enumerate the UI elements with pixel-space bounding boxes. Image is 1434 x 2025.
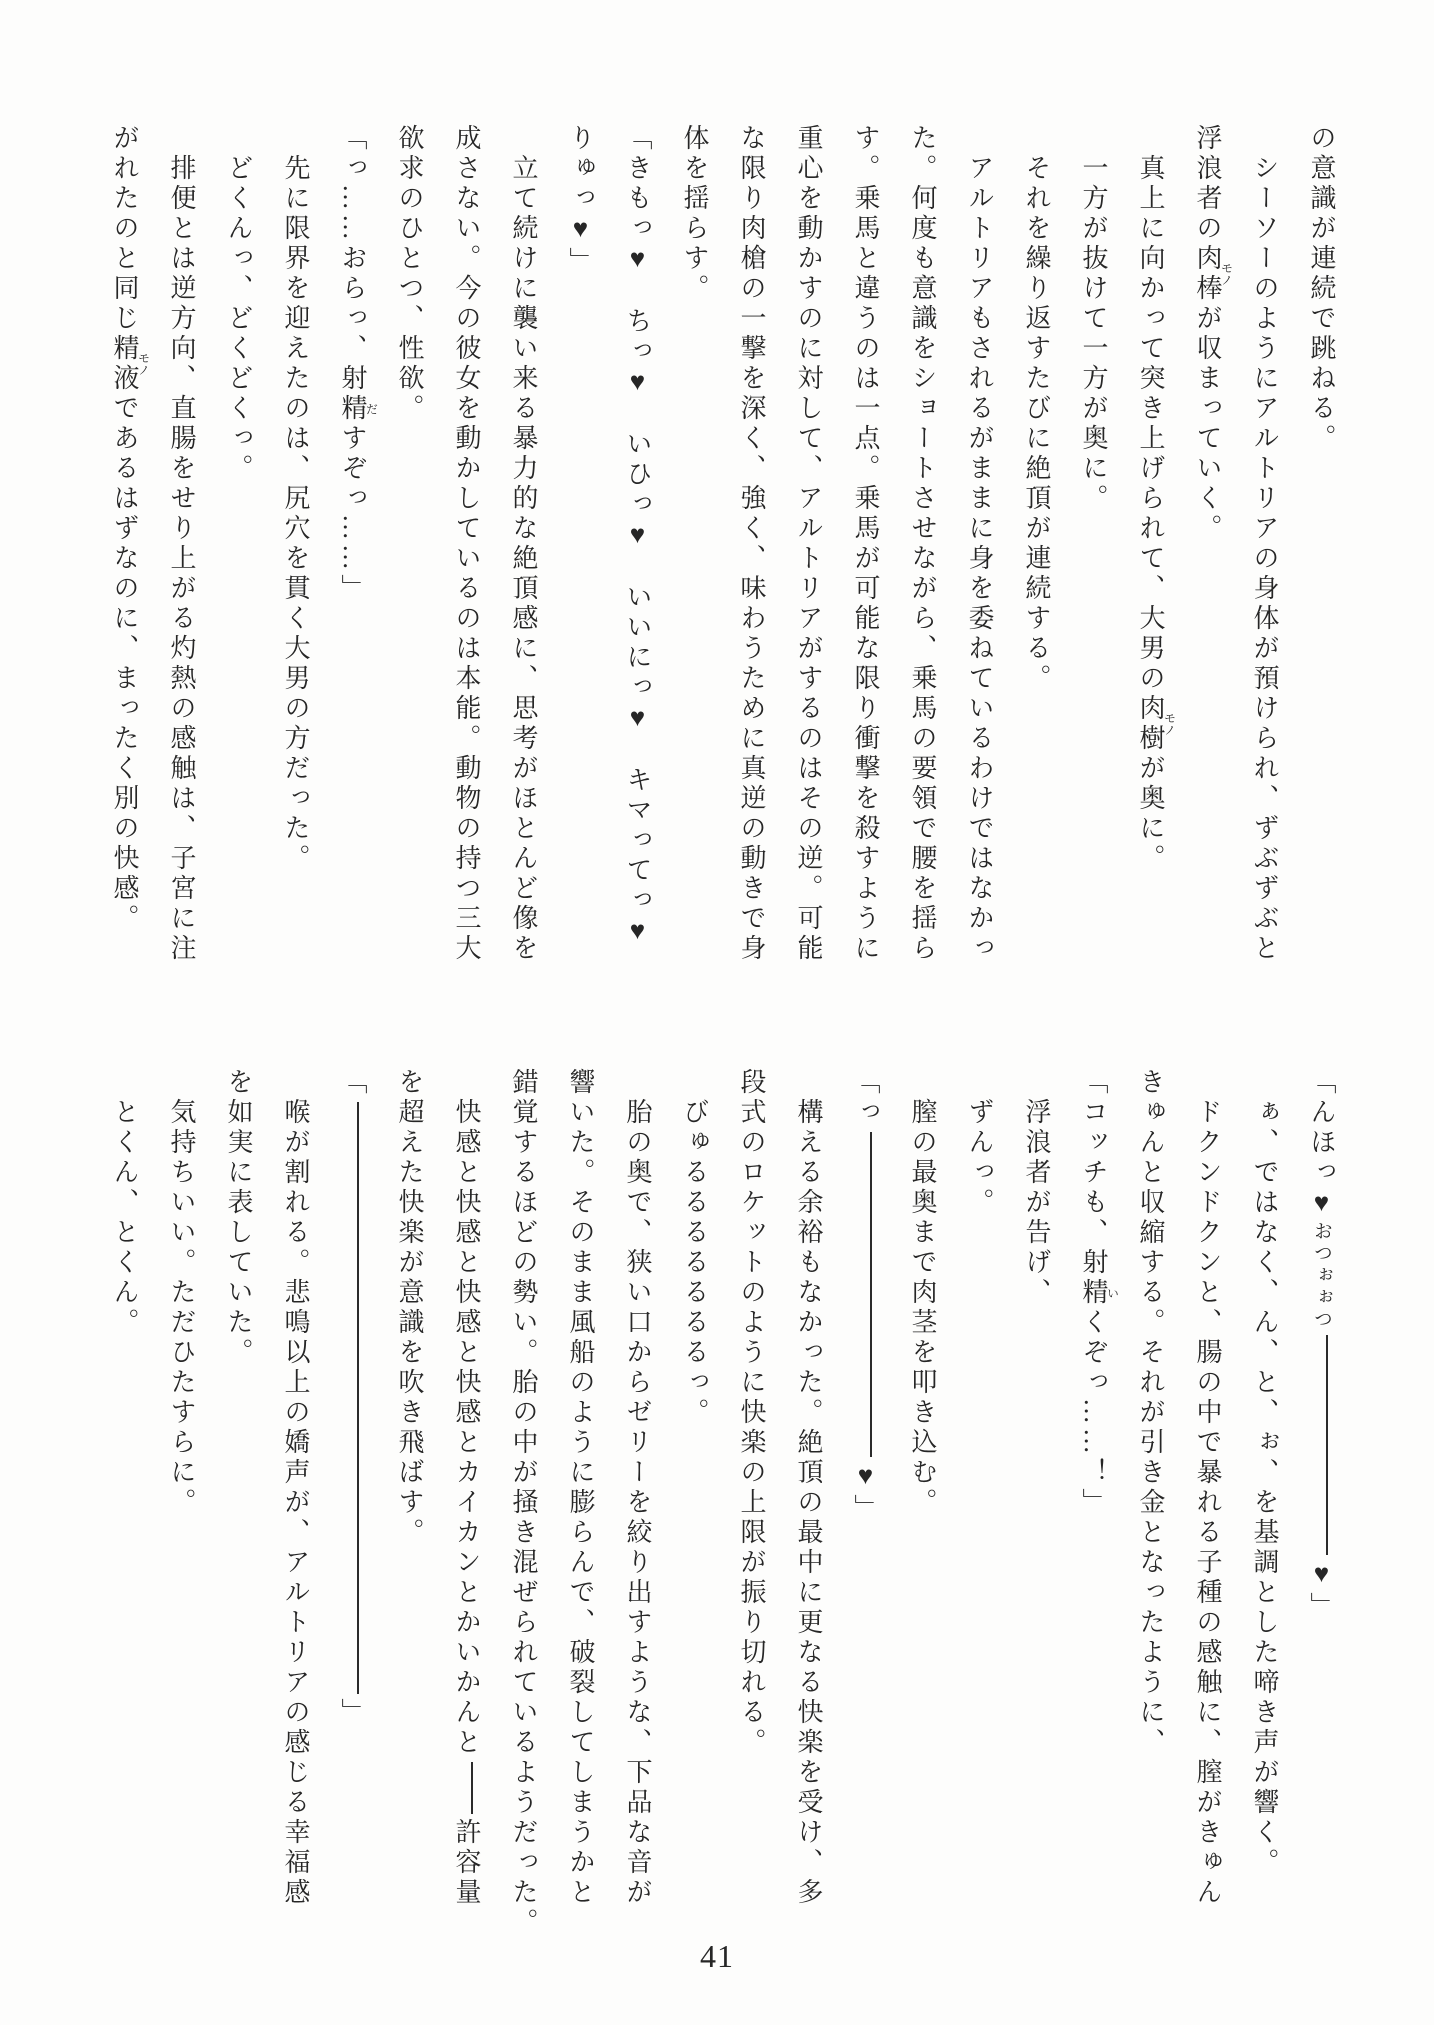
text-column: 一方が抜けて一方が奥に。 [1079, 154, 1108, 514]
text-column: 膣の最奥まで肉茎を叩き込む。 [908, 1098, 937, 1518]
ruby-annotated-word: 肉棒モノ [1193, 244, 1234, 304]
text-column: 構える余裕もなかった。絶頂の最中に更なる快楽を受け、多 [794, 1098, 823, 1908]
text-column: きゅんと収縮する。それが引き金となったように、 [1136, 1068, 1165, 1758]
text-column: 真上に向かって突き上げられて、大男の肉樹モノが奥に。 [1136, 154, 1177, 874]
text-column: 胎の奥で、狭い口からゼリーを絞り出すような、下品な音が [623, 1098, 652, 1908]
long-dash [1326, 1335, 1329, 1555]
text-column: 錯覚するほどの勢い。胎の中が掻き混ぜられているようだった。 [509, 1068, 538, 1938]
text-block-top [96, 124, 1350, 1014]
text-column: 段式のロケットのように快楽の上限が振り切れる。 [737, 1068, 766, 1758]
text-column: の意識が連続で跳ねる。 [1307, 124, 1336, 454]
text-column: 「っ……おらっ、射精だすぞっ……」 [338, 124, 379, 604]
text-column: 「」 [338, 1068, 367, 1728]
text-column: ずんっ。 [965, 1098, 994, 1218]
text-column: アルトリアもされるがままに身を委ねているわけではなかっ [965, 154, 994, 964]
text-column: 「きもっ♥ ちっ♥ いひっ♥ いいにっ♥ キマってっ♥ [623, 124, 652, 949]
page-number: 41 [700, 1938, 734, 1974]
text-column: 喉が割れる。悲鳴以上の嬌声が、アルトリアの感じる幸福感 [281, 1098, 310, 1908]
text-column: とくん、とくん。 [110, 1098, 139, 1338]
text-column: 「っ♥」 [851, 1068, 880, 1524]
text-column: ドクンドクンと、腸の中で暴れる子種の感触に、膣がきゅん [1193, 1098, 1222, 1908]
long-dash [357, 1102, 360, 1694]
text-column: 先に限界を迎えたのは、尻穴を貫く大男の方だった。 [281, 154, 310, 874]
text-column: を超えた快楽が意識を吹き飛ばす。 [395, 1068, 424, 1548]
text-column: シーソーのようにアルトリアの身体が預けられ、ずぶずぶと [1250, 154, 1279, 964]
text-column: びゅるるるるるるるっ。 [680, 1098, 709, 1428]
text-column: 浮浪者が告げ、 [1022, 1098, 1051, 1308]
text-column: 立て続けに襲い来る暴力的な絶頂感に、思考がほとんど像を [509, 154, 538, 964]
text-column: りゅっ♥」 [566, 124, 595, 277]
text-column: 響いた。そのまま風船のように膨らんで、破裂してしまうかと [566, 1068, 595, 1908]
text-column: ぁ、ではなく、ん、と、ぉ、を基調とした啼き声が響く。 [1250, 1098, 1279, 1878]
text-column: がれたのと同じ精液モノであるはずなのに、まったく別の快感。 [110, 124, 151, 934]
text-column: 欲求のひとつ、性欲。 [395, 124, 424, 424]
text-column: 重心を動かすのに対して、アルトリアがするのはその逆。可能 [794, 124, 823, 964]
ruby-annotated-word: 精い [1079, 1278, 1120, 1308]
small-voice-text: おつぉぉつ [1311, 1221, 1332, 1331]
text-column: 「んほっ♥おつぉぉつ♥」 [1307, 1068, 1336, 1622]
text-column: どくんっ、どくどくっ。 [224, 154, 253, 484]
text-column: 気持ちいい。ただひたすらに。 [167, 1098, 196, 1518]
ruby-annotated-word: 精だ [338, 394, 379, 424]
text-column: を如実に表していた。 [224, 1068, 253, 1368]
text-column: す。乗馬と違うのは一点。乗馬が可能な限り衝撃を殺すように [851, 124, 880, 964]
text-column: 浮浪者の肉棒モノが収まっていく。 [1193, 124, 1234, 544]
long-dash [870, 1132, 873, 1457]
text-column: それを繰り返すたびに絶頂が連続する。 [1022, 154, 1051, 694]
long-dash [471, 1762, 474, 1814]
text-column: 「コッチも、射精いくぞっ……！」 [1079, 1068, 1120, 1518]
ruby-annotated-word: 肉樹モノ [1136, 694, 1177, 754]
text-column: 快感と快感と快感と快感とカイカンとかいかんと許容量 [452, 1098, 481, 1908]
text-column: な限り肉槍の一撃を深く、強く、味わうために真逆の動きで身 [737, 124, 766, 964]
text-column: 成さない。今の彼女を動かしているのは本能。動物の持つ三大 [452, 124, 481, 964]
text-column: 体を揺らす。 [680, 124, 709, 304]
text-column: 排便とは逆方向、直腸をせり上がる灼熱の感触は、子宮に注 [167, 154, 196, 964]
text-block-bottom [96, 1068, 1350, 1958]
ruby-annotated-word: 精液モノ [110, 334, 151, 394]
text-column: た。何度も意識をショートさせながら、乗馬の要領で腰を揺ら [908, 124, 937, 964]
